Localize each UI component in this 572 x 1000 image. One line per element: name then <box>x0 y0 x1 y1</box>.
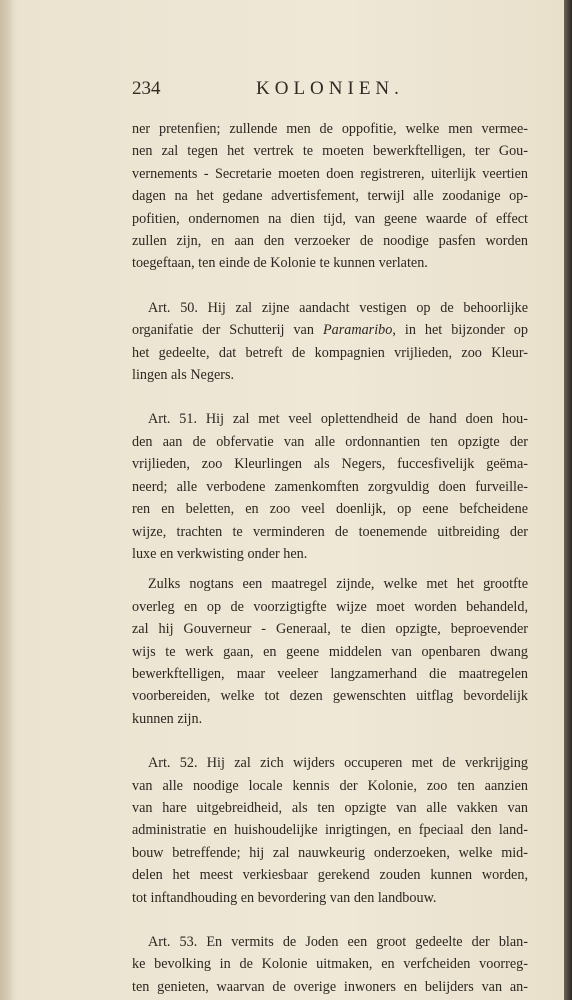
page-right-edge <box>564 0 572 1000</box>
text-line: Art. 51. Hij zal met veel oplettendheid de hand doen hou- <box>148 411 528 428</box>
article-50 <box>132 297 528 387</box>
text-line: vrijlieden, zoo Kleurlingen als Negers, fuccesfivelijk geëma- <box>132 456 528 473</box>
text-line: wijs te werk gaan, en geene middelen van openbaren dwang <box>132 643 528 660</box>
text-line: delen het meest verkiesbaar gerekend zouden kunnen worden, <box>132 867 528 884</box>
text-line: ner pretenfien; zullende men de oppofitie, welke men vermee- <box>132 121 528 137</box>
body-text <box>132 118 528 998</box>
text-line: Art. 53. En vermits de Joden een groot gedeelte der blan- <box>148 934 528 950</box>
text-line: voorbereiden, welke tot dezen gewenschten uitflag bevordelijk <box>132 688 528 705</box>
text-line: wijze, trachten te verminderen de toenemende uitbreiding der <box>132 523 528 540</box>
text-line: het gedeelte, dat betreft de kompagnien vrijlieden, zoo Kleur- <box>132 344 528 361</box>
place-name: Paramaribo <box>322 322 393 339</box>
text-line: ten genieten, waarvan de overige inwoners en belijders van an- <box>132 978 528 995</box>
text-line: bewerkftelligen, maar veeleer langzamerhand die maatregelen <box>132 665 528 682</box>
text-line: lingen als Negers. <box>132 367 235 384</box>
text-line: Art. 52. Hij zal zich wijders occuperen met de verkrijging <box>148 755 528 772</box>
text-line: toegeftaan, ten einde de Kolonie te kunnen verlaten. <box>132 255 428 272</box>
text-line: ke bevolking in de Kolonie uitmaken, en verfcheiden voorreg- <box>132 956 528 973</box>
text-line: vernements - Secretarie moeten doen registreren, uiterlijk veertien <box>132 165 528 182</box>
paragraph-continuation <box>132 118 528 275</box>
text-line: van hare uitgebreidheid, als ten opzigte van alle vakken van <box>132 799 528 816</box>
page-gutter-shadow <box>0 0 14 1000</box>
text-line: zullen zijn, en aan den verzoeker de noodige pasfen worden <box>132 233 528 250</box>
text-line: Zulks nogtans een maatregel zijnde, welke met het grootfte <box>148 576 528 593</box>
text-line: kunnen zijn. <box>132 710 203 727</box>
text-line: zal hij Gouverneur - Generaal, te dien opzigte, beproevender <box>132 621 528 638</box>
text-line: organifatie der Schutterij van Paramaribo, in het bijzonder op <box>132 322 528 339</box>
text-line: neerd; alle verbodene zamenkomften zorgvuldig doen furveille- <box>132 478 528 495</box>
article-52 <box>132 752 528 909</box>
text-line: luxe en verkwisting onder hen. <box>132 545 308 562</box>
page-number: 234 <box>132 78 161 99</box>
page-header <box>132 78 528 104</box>
text-line: tot inftandhouding en bevordering van den landbouw. <box>132 889 437 906</box>
text-line: pofitien, ondernomen na dien tijd, van geene waarde of effect <box>132 210 528 227</box>
text-line: dagen na het gedane advertisfement, terwijl alle zoodanige op- <box>132 188 528 205</box>
running-title: KOLONIEN. <box>256 78 404 99</box>
paragraph-zulks <box>132 573 528 730</box>
text-line: ren en beletten, en zoo veel doenlijk, op eene befcheidene <box>132 501 528 518</box>
article-53 <box>132 931 528 998</box>
text-line: den aan de obfervatie van alle ordonnantien ten opzigte der <box>132 433 528 450</box>
text-line: bouw betreffende; hij zal nauwkeurig onderzoeken, welke mid- <box>132 844 528 861</box>
text-line: nen zal tegen het vertrek te moeten bewerkftelligen, ter Gou- <box>132 143 528 160</box>
text-line: overleg en op de voorzigtigfte wijze moet worden behandeld, <box>132 598 528 615</box>
text-line: Art. 50. Hij zal zijne aandacht vestigen op de behoorlijke <box>148 299 528 316</box>
text-line: van alle noodige locale kennis der Kolonie, zoo ten aanzien <box>132 777 528 794</box>
text-line: administratie en huishoudelijke inrigtingen, en fpeciaal den land- <box>132 822 528 839</box>
article-51 <box>132 408 528 565</box>
